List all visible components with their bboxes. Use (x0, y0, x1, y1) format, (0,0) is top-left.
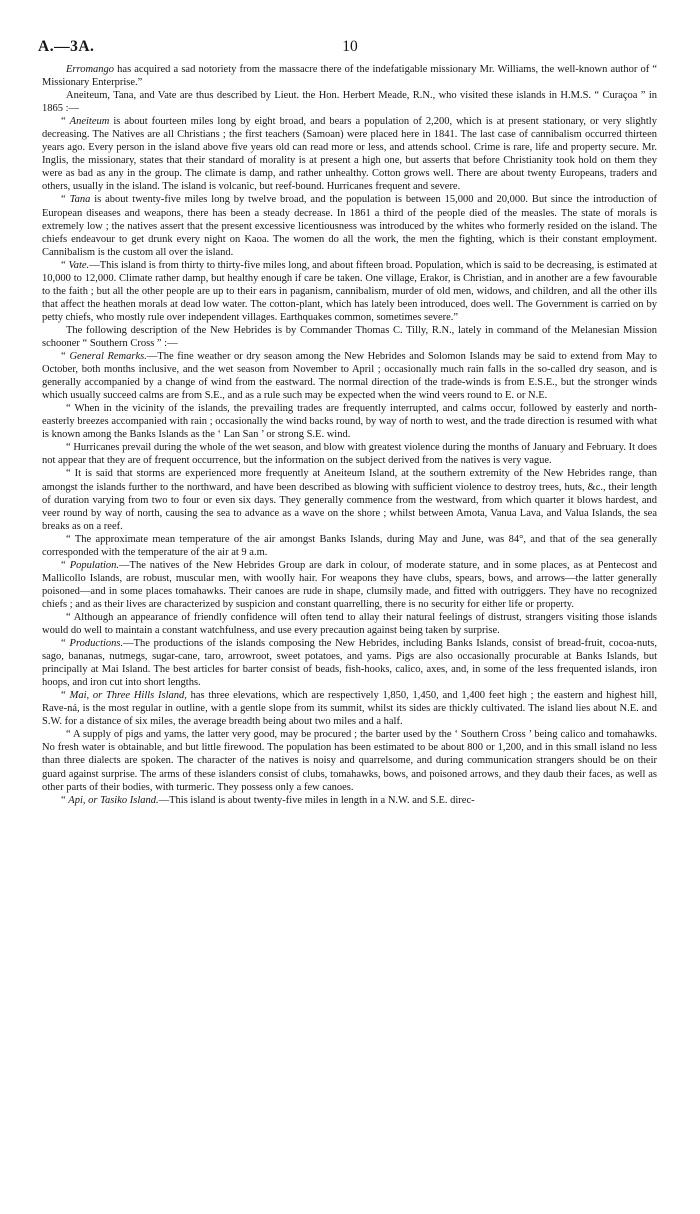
body-text (42, 63, 657, 807)
paragraph: “ A supply of pigs and yams, the latter very good, may be procured ; the barter used by the ‘ Southern Cross ’ being calico and tomahawks. No fresh water is obtainable, and but little firewood. The population has been estimated to be about 800 or 1,200, and in this small island no less than three dialects are spoken. The character of the natives is noisy and quarrelsome, and during communication strangers should be on their guard against surprise. The arms of these islanders consist of clubs, tomahawks, bows, and poisoned arrows, and they daub their faces, as well as other parts of their bodies, with turmeric. They possess only a few canoes. (42, 729, 657, 793)
paragraph: The following description of the New Hebrides is by Commander Thomas C. Tilly, R.N., lately in command of the Melanesian Mission schooner “ Southern Cross ” :— (42, 324, 657, 349)
paragraph: “ Although an appearance of friendly confidence will often tend to allay their natural feelings of distrust, strangers visiting those islands would do well to maintain a constant watchfulness, and use every precaution against being taken by surprise. (42, 611, 657, 637)
paragraph: “ Population.—The natives of the New Hebrides Group are dark in colour, of moderate stature, and in some places, as at Pentecost and Mallicollo Islands, are robust, muscular men, with woolly hair. For weapons they have clubs, spears, bows, and arrows—the latter generally poisoned—and in some places tomahawks. Their canoes are rude in shape, clumsily made, and fitted with outriggers. They have no recognized chiefs ; and as their lives are characterized by suspicion and constant quarrelling, there is no security for either life or property. (42, 559, 657, 610)
paragraph: “ Vate.—This island is from thirty to thirty-five miles long, and about fifteen broad. Population, which is said to be decreasing, is estimated at 10,000 to 12,000. Climate rather damp, but healthy enough if care be taken. One village, Erakor, is Christian, and in another are a few favourable to the faith ; but all the other people are up to their ears in paganism, cannibalism, murder of old men, widows, and children, and all the other ills that affect the heathen morals at dead low water. The cotton-plant, which has lately been introduced, does well. The Government is carried on by petty chiefs, who mostly rule over independent villages. Earthquakes common, sometimes severe.” (42, 259, 657, 323)
paragraph: Aneiteum, Tana, and Vate are thus described by Lieut. the Hon. Herbert Meade, R.N., who visited these islands in H.M.S. “ Curaçoa ” in 1865 :— (42, 90, 657, 115)
paragraph: “ Api, or Tasiko Island.—This island is about twenty-five miles in length in a N.W. and S.E. direc- (60, 794, 475, 806)
paragraph: Erromango has acquired a sad notoriety from the massacre there of the indefatigable missionary Mr. Williams, the well-known author of “ Missionary Enterprise.” (42, 64, 657, 89)
paragraph: “ Aneiteum is about fourteen miles long by eight broad, and bears a population of 2,200, which is at present stationary, or very slightly decreasing. The Natives are all Christians ; the first teachers (Samoan) were placed here in 1841. The last case of cannibalism occurred thirteen years ago. Every person in the island above five years old can read more or less, and attends school. Crime is rare, life and property secure. Mr. Inglis, the missionary, states that their standard of morality is at present a high one, but asserts that before Christianity took hold on them they were as bad as any in the group. The climate is damp, and rather unhealthy. Cotton grows well. There are about twenty Europeans, traders and others, usually in the island. The island is volcanic, but reef-bound. Hurricanes frequent and severe. (42, 116, 657, 193)
document-reference: A.—3A. (38, 38, 95, 55)
paragraph: “ Tana is about twenty-five miles long by twelve broad, and the population is between 15,000 and 20,000. But since the introduction of European diseases and weapons, there has been a steady decrease. In 1861 a third of the people died of the measles. The state of morals is extremely low ; the natives assert that the present excessive licentiousness was introduced by the whites who formerly resided on the island. The chiefs endeavour to get drunk every night on Kaoa. The women do all the work, the men the fighting, which is their constant employment. Cannibalism is the custom all over the island. (42, 194, 657, 258)
paragraph: “ Hurricanes prevail during the whole of the wet season, and blow with greatest violence during the months of January and February. It does not appear that they are of frequent occurrence, but the information on the subject derived from the natives is very vague. (42, 442, 657, 467)
paragraph: “ It is said that storms are experienced more frequently at Aneiteum Island, at the southern extremity of the New Hebrides range, than amongst the islands further to the northward, and have been described as blowing with sufficient violence to destroy trees, huts, &c., their length of duration varying from two to four or even six days. They generally commence from the westward, from which quarter it blows hardest, and veer round by way of north, causing the sea to advance as a wave on the shore ; whilst between Amota, Vanua Lava, and Valua Islands, the sea breaks as on a reef. (42, 468, 657, 532)
paragraph: “ Productions.—The productions of the islands composing the New Hebrides, including Banks Islands, consist of bread-fruit, cocoa-nuts, sago, bananas, nutmegs, sugar-cane, taro, arrowroot, sweet potatoes, and yams. Pigs are also occasionally procurable at Banks Islands, but principally at Mai Island. The best articles for barter consist of beads, fish-hooks, calico, axes, and, in some of the less frequented islands, iron hoops, and iron cut into short lengths. (42, 638, 658, 689)
paragraph: “ When in the vicinity of the islands, the prevailing trades are frequently interrupted, and calms occur, followed by easterly and north-easterly breezes accompanied with rain ; occasionally the wind backs round, by way of north to west, and the trade direction is resumed with what is known among the Banks Islands as the ‘ Lan San ’ or strong S.E. wind. (42, 403, 657, 441)
paragraph: “ General Remarks.—The fine weather or dry season among the New Hebrides and Solomon Islands may be said to extend from May to October, both months inclusive, and the wet season from November to April ; occasionally much rain falls in the so-called dry season, and is generally accompanied by a change of wind from the eastward. The normal direction of the trade-winds is from E.S.E., but the stronger winds which usually succeed calms are from S.E., and as a rule such may be expected when the wind veers round to E. or N.E. (42, 351, 657, 402)
paragraph: “ Mai, or Three Hills Island, has three elevations, which are respectively 1,850, 1,450, and 1,400 feet high ; the eastern and highest hill, Rave-ná, is the most regular in outline, with a gentle slope from its summit, whilst its sides are thickly cultivated. The island lies about N.E. and S.W. for a distance of six miles, the average breadth being about two miles and a half. (42, 690, 657, 728)
paragraph: “ The approximate mean temperature of the air amongst Banks Islands, during May and June, was 84°, and that of the sea generally corresponded with the temperature of the air at 9 a.m. (42, 533, 657, 558)
page-header (38, 38, 662, 56)
page-number: 10 (342, 38, 358, 55)
